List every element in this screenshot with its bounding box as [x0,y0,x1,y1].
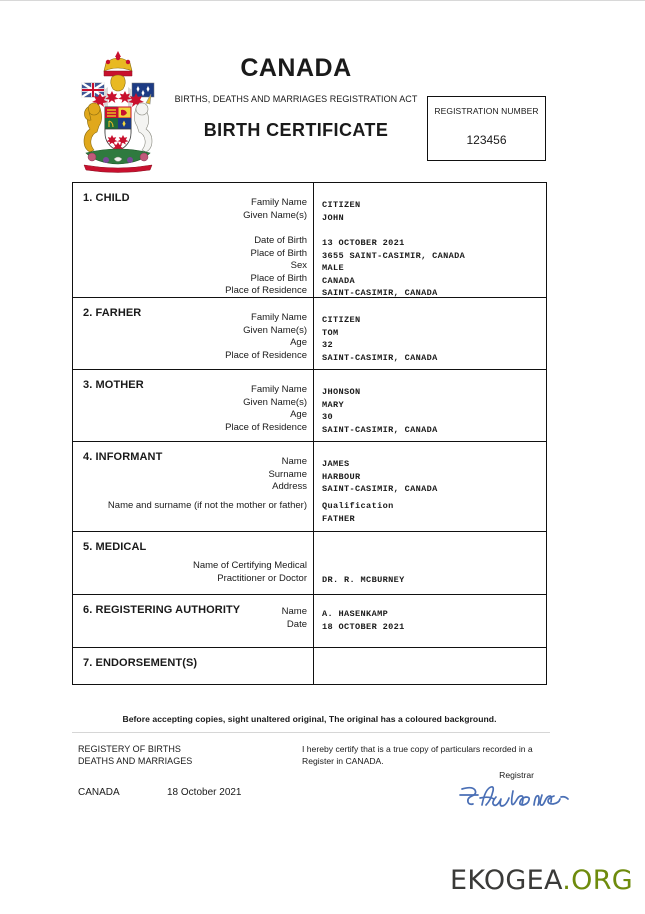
row-label-cell [73,595,314,647]
watermark-tld: .ORG [562,865,633,896]
row-value-cell [314,595,546,647]
section-title-registering-authority: 6. REGISTERING AUTHORITY [83,604,241,616]
registry-office [78,744,192,767]
field-values-medical: DR. R. MCBURNEY [322,575,405,585]
field-values-mother: JHONSON MARY 30 SAINT-CASIMIR, CANADA [322,387,438,435]
copy-notice: Before accepting copies, sight unaltered original, The original has a coloured background. [122,714,497,724]
row-value-cell [314,370,546,441]
canada-coat-of-arms-icon [68,47,168,175]
field-labels-child-birth: Date of Birth Place of Birth Sex Place of Birth Place of Residence [225,235,307,297]
section-title-endorsements: 7. ENDORSEMENT(S) [83,657,198,669]
field-labels-informant: Name Surname Address [268,456,307,493]
certify-line-2: Register in CANADA. [302,755,384,766]
certificate-details-table [72,182,547,685]
country-title: CANADA [240,54,352,82]
field-labels-child-names: Family Name Given Name(s) [243,197,307,221]
field-labels-medical: Name of Certifying Medical Practitioner or Doctor [192,560,307,584]
field-values-informant: JAMES HARBOUR SAINT-CASIMIR, CANADA [322,459,438,495]
registry-line-1: REGISTERY OF BIRTHS [78,744,181,754]
registration-number-box [427,96,546,161]
act-subtitle: BIRTHS, DEATHS AND MARRIAGES REGISTRATION ACT [174,94,418,105]
section-title-medical: 5. MEDICAL [83,541,147,553]
section-title-child: 1. CHILD [83,192,130,204]
field-values-child-names: CITIZEN JOHN [322,200,361,223]
field-values-informant-qualification: Qualification FATHER [322,501,394,524]
certificate-header [0,45,645,177]
field-labels-mother: Family Name Given Name(s) Age Place of Residence [225,384,307,433]
field-values-child-birth: 13 OCTOBER 2021 3655 SAINT-CASIMIR, CANADA MALE CANADA SAINT-CASIMIR, CANADA [322,238,466,299]
title-block [170,45,422,141]
field-values-father: CITIZEN TOM 32 SAINT-CASIMIR, CANADA [322,315,438,363]
table-row-registering-authority [73,595,546,648]
table-row-father [73,298,546,370]
section-title-mother: 3. MOTHER [83,379,144,391]
field-labels-informant-qualification: Name and surname (if not the mother or father) [107,500,307,511]
row-value-cell-empty [314,648,546,684]
footer-country: CANADA [78,787,120,798]
row-label-cell [73,532,314,594]
registrar-label: Registrar [499,770,534,780]
field-labels-father: Family Name Given Name(s) Age Place of Residence [225,312,307,361]
table-row-medical [73,532,546,595]
table-row-endorsements [73,648,546,685]
registry-line-2: DEATHS AND MARRIAGES [78,755,193,766]
registration-number-label: REGISTRATION NUMBER [434,106,539,116]
registrar-signature [458,781,573,815]
row-value-cell [314,183,546,297]
row-value-cell [314,442,546,531]
certify-line-1: I hereby certify that is a true copy of particulars recorded in a [302,744,533,754]
certification-statement [302,744,552,767]
footer-date: 18 October 2021 [167,787,242,798]
row-label-cell [73,648,314,684]
table-row-child [73,183,546,298]
table-row-informant [73,442,546,532]
footer-divider [72,732,550,733]
registration-number-value: 123456 [466,133,507,147]
section-title-informant: 4. INFORMANT [83,451,163,463]
document-type-title: BIRTH CERTIFICATE [203,120,389,141]
row-label-cell [73,183,314,297]
table-row-mother [73,370,546,442]
row-label-cell [73,442,314,531]
field-labels-registering-authority: Name Date [281,606,307,630]
row-label-cell [73,298,314,369]
row-value-cell [314,532,546,594]
row-value-cell [314,298,546,369]
watermark-name: EKOGEA [449,865,563,896]
row-label-cell [73,370,314,441]
field-values-registering-authority: A. HASENKAMP 18 OCTOBER 2021 [322,609,405,632]
site-watermark [450,865,633,896]
section-title-father: 2. FARHER [83,307,142,319]
